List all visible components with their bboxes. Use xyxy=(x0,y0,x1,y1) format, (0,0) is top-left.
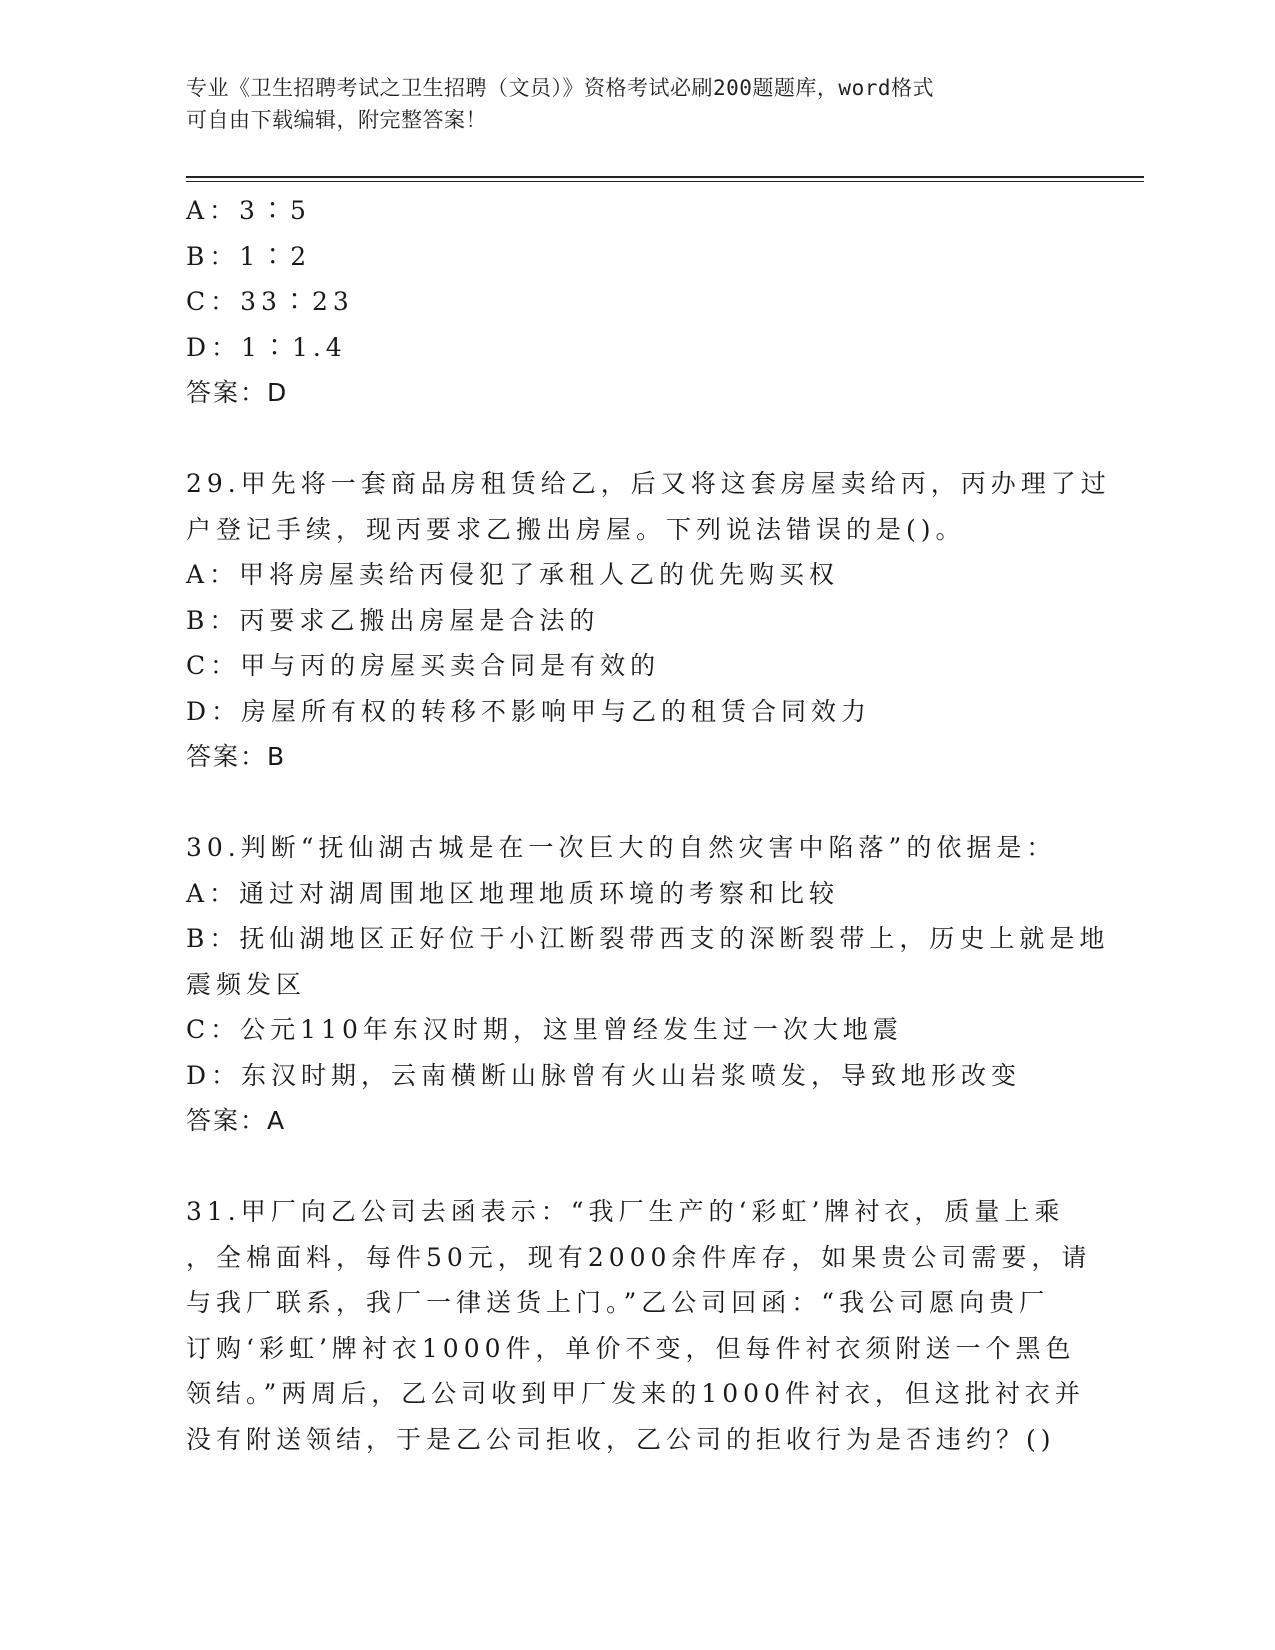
question-stem-line: ，全棉面料，每件50元，现有2000余件库存，如果贵公司需要，请 xyxy=(186,1242,1092,1272)
option-d: D：房屋所有权的转移不影响甲与乙的租赁合同效力 xyxy=(186,696,872,726)
question-stem-line: 订购‘彩虹’牌衬衣1000件，单价不变，但每件衬衣须附送一个黑色 xyxy=(186,1333,1076,1363)
option-a: A：3∶5 xyxy=(186,196,311,225)
option-b-continued: 震频发区 xyxy=(186,969,307,999)
header-divider-thick xyxy=(186,176,1144,178)
question-stem-line: 30.判断“抚仙湖古城是在一次巨大的自然灾害中陷落”的依据是： xyxy=(186,833,1057,862)
spacer xyxy=(186,416,1086,462)
question-29 xyxy=(186,461,1111,780)
option-a: A：甲将房屋卖给丙侵犯了承租人乙的优先购买权 xyxy=(186,560,840,589)
option-b: B：抚仙湖地区正好位于小江断裂带西支的深断裂带上，历史上就是地 xyxy=(186,924,1110,953)
answer-line: 答案：B xyxy=(186,742,287,771)
question-28-options xyxy=(186,188,1086,416)
option-b: B：1∶2 xyxy=(186,241,312,271)
question-stem-line: 31.甲厂向乙公司去函表示：“我厂生产的‘彩虹’牌衬衣，质量上乘 xyxy=(186,1197,1065,1226)
header-line-2: 可自由下载编辑，附完整答案！ xyxy=(186,108,487,132)
question-stem-line: 29.甲先将一套商品房租赁给乙，后又将这套房屋卖给丙，丙办理了过 xyxy=(186,469,1111,498)
spacer xyxy=(186,780,1086,826)
answer-line: 答案：A xyxy=(186,1106,287,1135)
spacer xyxy=(186,1144,1086,1190)
question-stem-line: 户登记手续，现丙要求乙搬出房屋。下列说法错误的是()。 xyxy=(186,514,966,544)
option-c: C：甲与丙的房屋买卖合同是有效的 xyxy=(186,651,661,680)
option-a: A：通过对湖周围地区地理地质环境的考察和比较 xyxy=(186,878,840,908)
question-30 xyxy=(186,825,1110,1144)
option-b: B：丙要求乙搬出房屋是合法的 xyxy=(186,605,600,635)
option-d: D：东汉时期，云南横断山脉曾有火山岩浆喷发，导致地形改变 xyxy=(186,1060,1022,1090)
question-31 xyxy=(186,1189,1092,1462)
option-c: C：公元110年东汉时期，这里曾经发生过一次大地震 xyxy=(186,1015,903,1044)
answer-line: 答案：D xyxy=(186,378,289,407)
question-stem-line: 没有附送领结，于是乙公司拒收，乙公司的拒收行为是否违约？() xyxy=(186,1424,1056,1454)
header-line-1: 专业《卫生招聘考试之卫生招聘（文员）》资格考试必刷200题题库，word格式 xyxy=(186,76,934,100)
document-header xyxy=(186,72,1086,136)
question-stem-line: 领结。”两周后，乙公司收到甲厂发来的1000件衬衣，但这批衬衣并 xyxy=(186,1379,1085,1408)
option-c: C：33∶23 xyxy=(186,287,354,316)
question-content xyxy=(186,188,1111,1462)
header-divider-thin xyxy=(186,181,1144,182)
option-d: D：1∶1.4 xyxy=(186,332,347,362)
question-stem-line: 与我厂联系，我厂一律送货上门。”乙公司回函：“我公司愿向贵厂 xyxy=(186,1288,1050,1317)
